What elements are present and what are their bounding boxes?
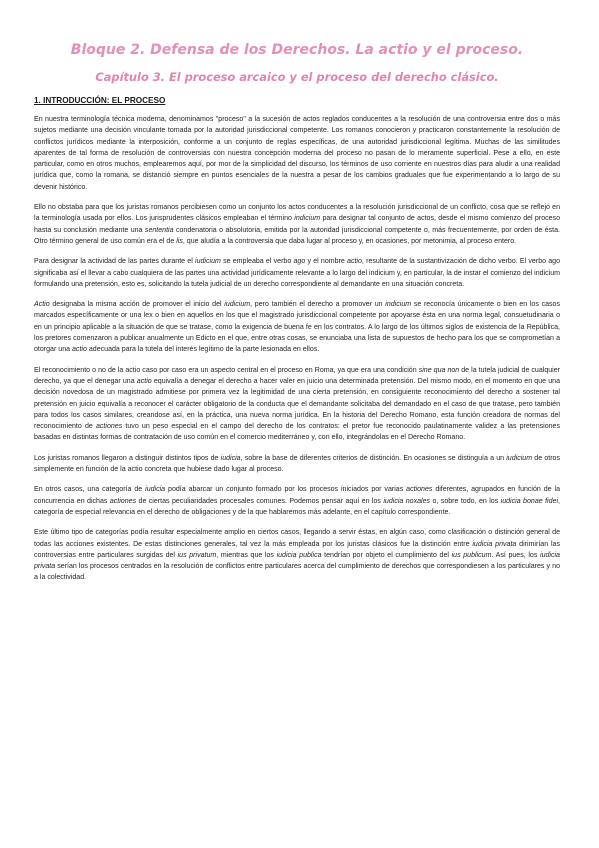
italic-term: actio <box>347 258 362 266</box>
paragraph <box>34 453 560 476</box>
italic-term: actiones <box>406 486 433 494</box>
italic-term: Actio <box>34 301 50 309</box>
text-run: , mientras que los <box>216 551 277 559</box>
text-run: , pero también el derecho a promover un <box>250 301 386 309</box>
paragraph <box>34 484 560 518</box>
text-run: , resultante de la sustantivización de dicho verbo. El verbo ago significaba así el llevar a cabo cualquiera de las partes una actividad jurídicamente relevante a lo largo del indicium y, en particular, la de instar el comienzo del indicium formulando una pretensión, esto es, solicitando la tutela judicial de un derecho correspondiente al demandante en una situación concreta. <box>34 258 561 288</box>
italic-term: sine qua non <box>418 366 460 374</box>
italic-term: actio <box>136 377 152 385</box>
text-run: En otros casos, una categoría de <box>34 486 146 494</box>
text-run: designaba la misma acción de promover el inicio del <box>49 301 225 309</box>
text-run: tendrían por objeto el cumplimiento del <box>321 551 452 559</box>
text-run: serían los procesos centrados en la resolución de conflictos entre particulares acerca del cumplimiento de derechos que correspondiesen a los particulares y no a la colectividad. <box>34 563 560 582</box>
italic-term: iudicium <box>506 454 533 462</box>
text-run: condenatoria o absolutoria, emitida por la autoridad jurisdiccional competente o, más frecuentemente, por orden de ésta. Otro término general de uso común era el de <box>34 226 560 245</box>
text-run: se empleaba el verbo <box>220 258 294 266</box>
text-run: tuvo un peso especial en el campo del derecho de los contratos: el pretor fue reconocido paulatinamente validez a las pretensiones basadas en distintas formas de contratación de uso común en el comercio mediterráneo y, con ello, integrándolas en el Derecho Romano. <box>34 423 560 442</box>
text-run: podía abarcar un conjunto formado por los procesos iniciados por varias <box>165 486 407 494</box>
italic-term: sententia <box>144 226 174 234</box>
text-run: equivalía a denegar el derecho a hacer valer en juicio una determinada pretensión. Del mismo modo, en el momento en que una decisión novedosa de un magistrado admitiese por primera vez la legitimidad de una cierta pretensión, en consiguiente reconocimiento del derecho a sostener tal pretensión en juicio equivalía a reconocer el carácter obligatorio de la conducta que el demandante solicitaba del demandado en el caso de que tratase, pero también para todos los casos similares, creandose así, en la práctica, una nueva norma jurídica. En la historia del Derecho Romano, esta función creadora de normas del reconocimiento de <box>34 377 560 431</box>
italic-term: lis <box>176 237 183 245</box>
italic-term: actiones <box>109 497 137 505</box>
italic-term: iudicia publica <box>276 551 322 559</box>
text-run: de la tutela judicial de cualquier derecho, ya que el denegar una <box>34 366 560 385</box>
text-run: de ciertas peculiaridades procesales comunes. Podemos pensar aquí en los <box>136 497 384 505</box>
body-text <box>34 114 560 584</box>
italic-term: iudicia privata <box>472 540 517 548</box>
text-run: Los juristas romanos llegaron a distinguir distintos tipos de <box>34 454 221 462</box>
chapter-subtitle: Capítulo 3. El proceso arcaico y el proceso del derecho clásico. <box>95 70 499 84</box>
paragraph <box>34 114 560 193</box>
italic-term: iudicium <box>224 301 251 309</box>
text-run: Este último tipo de categorías podía resultar especialmente amplio en ciertos casos, llegando a servir éstas, en algún caso, como clasificación o distinción general de todas las acciones existentes. De estas distinciones generales, tal vez la más empleada por los juristas clásicos fue la distinción entre <box>34 529 560 548</box>
italic-term: iudicia <box>220 454 241 462</box>
text-run: adecuada para la tutela del interés legítimo de la parte lesionada en ellos. <box>86 346 320 354</box>
text-run: dirimirían las controversias entre particulares surgidas del <box>34 540 560 559</box>
italic-term: actio <box>72 346 87 354</box>
italic-term: iudicia noxales <box>383 497 431 505</box>
italic-term: ago <box>293 258 306 266</box>
text-run: , categoría de especial relevancia en el derecho de obligaciones y de la que hablaremos más adelante, en el capítulo correspondiente. <box>34 497 560 516</box>
italic-term: actiones <box>95 423 123 431</box>
text-run: y el nombre <box>305 258 348 266</box>
text-run: Ello no obstaba para que los juristas romanos percibiesen como un conjunto los actos conducentes a la resolución jurisdiccional de un conflicto, cosa que se reflejó en la terminología usada por ellos. Los jurisprudentes clásicos empleaban el término <box>34 204 560 223</box>
text-run: En nuestra terminología técnica moderna, denominamos "proceso" a la sucesión de actos reglados conducentes a la resolución de una controversia entre dos o más sujetos mediante una decisión vinculante tomada por la autoridad jurisdiccional competente. Los romanos conocieron y practicaron constantemente la resolución de conflictos jurídicos mediante la interposición, conforme a un conjunto de reglas específicas, de una autoridad jurisdiccional legítima. Muchas de las similitudes aparentes de tal forma de resolución de controversias con nuestra concepción moderna del proceso no pasan de lo meramente superficial. Pese a ello, en este particular, como en otros muchos, emplearemos aquí, por mor de la simplicidad del discurso, los términos de uso corriente en nuestros días para aludir a una realidad jurídica que, como la romana, se distanció siempre en puntos esenciales de la nuestra a pesar de los cambios graduales que fue experimentando a lo largo de su devenir histórico. <box>34 116 560 191</box>
italic-term: iudicium <box>195 258 221 266</box>
italic-term: iudicia <box>145 486 166 494</box>
paragraph <box>34 365 560 444</box>
section-heading: 1. INTRODUCCIÓN: EL PROCESO <box>34 96 166 105</box>
text-run: de otros simplemente en función de la actio concreta que hubiese dado lugar al proceso. <box>34 454 560 474</box>
italic-term: indicium <box>294 215 321 223</box>
paragraph <box>34 256 560 290</box>
italic-term: ius publicum <box>451 551 492 559</box>
text-run: , que aludía a la controversia que daba lugar al proceso y, en ocasiones, por metonimia, al proceso entero. <box>182 237 517 245</box>
italic-term: iudicia bonae fidei <box>500 497 559 505</box>
italic-term: ius privatum <box>177 551 217 559</box>
text-run: Para designar la actividad de las partes durante el <box>34 258 196 266</box>
text-run: o, sobre todo, en los <box>430 497 501 505</box>
text-run: se reconocía únicamente o bien en los casos marcados específicamente or una lex o bien en aquellos en los que el magistrado jurisdiccional competente por apoyarse ésta en una norma legal, consuetudinaria o en un principio aplicable a la situación de que se tratase, como la exigencia de buena fe en los contratos. A lo largo de los últimos siglos de existencia de la República, los pretores comenzaron a publicar anualmente un Edicto en el que, entre otras cosas, se enunciaba una lista de supuestos de hecho para los que se comprometían a otorgar una <box>34 301 560 354</box>
text-run: El reconocimiento o no de la actio caso por caso era un aspecto central en el proceso en Roma, ya que era una condición <box>34 366 419 374</box>
page-title: Bloque 2. Defensa de los Derechos. La actio y el proceso. <box>70 42 524 58</box>
text-run: diferentes, agrupados en función de la concurrencia en dichas <box>34 486 560 505</box>
paragraph <box>34 527 560 583</box>
italic-term: iudicia privata <box>34 551 560 571</box>
paragraph <box>34 299 560 355</box>
italic-term: indicium <box>385 301 412 309</box>
text-run: para designar tal conjunto de actos, desde el mismo comienzo del proceso hasta su conclusión mediante una <box>34 215 560 234</box>
text-run: . Así pues, los <box>491 551 540 559</box>
paragraph <box>34 202 560 247</box>
text-run: , sobre la base de diferentes criterios de distinción. En ocasiones se distinguía a un <box>240 454 507 462</box>
